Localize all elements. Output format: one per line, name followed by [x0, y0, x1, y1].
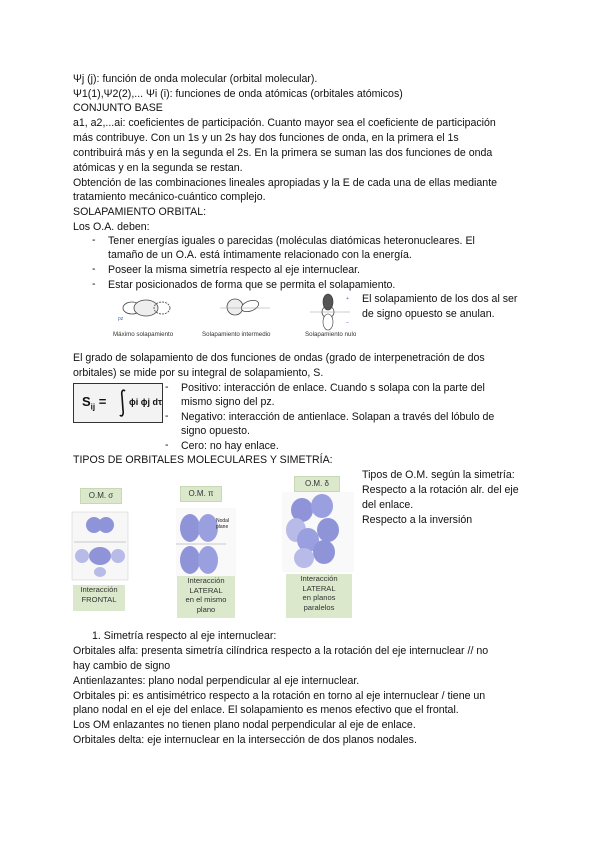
caption-intermediate-overlap: Solapamiento intermedio [202, 331, 271, 338]
caption-null-overlap: Solapamiento nulo [305, 331, 357, 338]
orbitales-delta: Orbitales delta: eje internuclear en la intersección de dos planos nodales. [73, 734, 417, 746]
tipos-side-3: del enlace. [362, 499, 414, 511]
def-atomic-wavefunctions: Ψ1(1),Ψ2(2),... Ψi (i): funciones de onda atómicas (orbitales atómicos) [73, 88, 403, 100]
integral-intro-1: El grado de solapamiento de dos funciones de ondas (grado de interpenetración de dos [73, 352, 485, 364]
label-om-delta: O.M. δ [294, 476, 340, 492]
sign-positive-1: Positivo: interacción de enlace. Cuando s solapa con la parte del [181, 382, 485, 394]
svg-text:pz: pz [118, 316, 124, 322]
overlap-side-1: El solapamiento de los dos al ser [362, 293, 518, 305]
orbital-lobes-icon [310, 294, 350, 330]
coef-line-3: contribuirá más y en la segunda el 2s. En la primera se suman las dos funciones de onda [73, 147, 493, 159]
orbitales-alfa-2: hay cambio de signo [73, 660, 171, 672]
coef-line-2: más contribuye. Con un 1s y un 2s hay dos funciones de onda, en la primera el 1s [73, 132, 459, 144]
bullet-dash: - [92, 278, 96, 290]
bullet-posicionados: Estar posicionados de forma que se permita el solapamiento. [108, 279, 396, 291]
sign-zero: Cero: no hay enlace. [181, 440, 279, 452]
caption-delta: Interacción LATERAL en planos paralelos [286, 574, 352, 618]
orbitales-alfa-1: Orbitales alfa: presenta simetría cilíndrica respecto a la rotación del eje internuclear // no [73, 645, 489, 657]
heading-conjunto-base: CONJUNTO BASE [73, 102, 163, 114]
tipos-side-4: Respecto a la inversión [362, 514, 473, 526]
sigma-orbital-figure [70, 508, 130, 583]
formula-subscript: ij [90, 402, 96, 412]
integral-sign-icon [118, 388, 128, 418]
bullet-dash: - [165, 381, 169, 393]
numbered-simetria: 1. Simetría respecto al eje internuclear: [92, 630, 277, 642]
formula-rhs: ϕi ϕj dτ [129, 397, 163, 407]
label-om-sigma: O.M. σ [80, 488, 122, 504]
bullet-energias-1: Tener energías iguales o parecidas (moléculas diatómicas heteronucleares. El [108, 235, 475, 247]
orbitales-pi-1: Orbitales pi: es antisimétrico respecto a la rotación en torno al eje internuclear / tiene un [73, 690, 486, 702]
heading-solapamiento: SOLAPAMIENTO ORBITAL: [73, 206, 207, 218]
bullet-dash: - [165, 410, 169, 422]
orbitales-pi-2: plano nodal en el eje del enlace. El solapamiento es menos efectivo que el frontal. [73, 704, 459, 716]
bullet-dash: - [92, 263, 96, 275]
orbital-lobes-icon [220, 298, 270, 315]
coef-line-1: a1, a2,...ai: coeficientes de participación. Cuanto mayor sea el coeficiente de participación [73, 117, 496, 129]
sign-negative-1: Negativo: interacción de antienlace. Solapan a través del lóbulo de [181, 411, 495, 423]
def-molecular-wavefunction: Ψj (j): función de onda molecular (orbital molecular). [73, 73, 318, 85]
nodal-plane-label: Nodal plane [216, 518, 230, 530]
formula-s: S [82, 394, 91, 409]
obtencion-line-2: tratamiento mecánico-cuántico complejo. [73, 191, 266, 203]
svg-text:–: – [346, 320, 349, 326]
sign-positive-2: mismo signo del pz. [181, 396, 275, 408]
bullet-energias-2: tamaño de un O.A. está íntimamente relacionado con la energía. [108, 249, 412, 261]
integral-intro-2: orbitales) se mide por su integral de solapamiento, S. [73, 367, 324, 379]
orbital-lobes-icon [118, 300, 170, 322]
bullet-simetria: Poseer la misma simetría respecto al eje internuclear. [108, 264, 361, 276]
om-enlazantes: Los OM enlazantes no tienen plano nodal perpendicular al eje de enlace. [73, 719, 416, 731]
heading-tipos-om: TIPOS DE ORBITALES MOLECULARES Y SIMETRÍA: [73, 454, 333, 466]
formula-equals: = [95, 394, 107, 409]
antienlazantes: Antienlazantes: plano nodal perpendicular al eje internuclear. [73, 675, 360, 687]
caption-sigma: Interacción FRONTAL [73, 585, 125, 611]
label-om-pi: O.M. π [180, 486, 222, 502]
caption-pi: Interacción LATERAL en el mismo plano [177, 576, 235, 618]
tipos-side-2: Respecto a la rotación alr. del eje [362, 484, 519, 496]
caption-max-overlap: Máximo solapamiento [113, 331, 174, 338]
overlap-integral-formula [73, 383, 163, 423]
obtencion-line-1: Obtención de las combinaciones lineales apropiadas y la E de cada una de ellas mediante [73, 177, 498, 189]
coef-line-4: atómicas y en la segunda se restan. [73, 162, 243, 174]
los-oa-deben: Los O.A. deben: [73, 221, 150, 233]
bullet-dash: - [92, 234, 96, 246]
bullet-dash: - [165, 439, 169, 451]
sign-negative-2: signo opuesto. [181, 425, 250, 437]
overlap-side-2: de signo opuesto se anulan. [362, 308, 495, 320]
tipos-side-1: Tipos de O.M. según la simetría: [362, 469, 515, 481]
delta-orbital-figure [282, 492, 354, 572]
svg-text:+: + [346, 296, 349, 302]
